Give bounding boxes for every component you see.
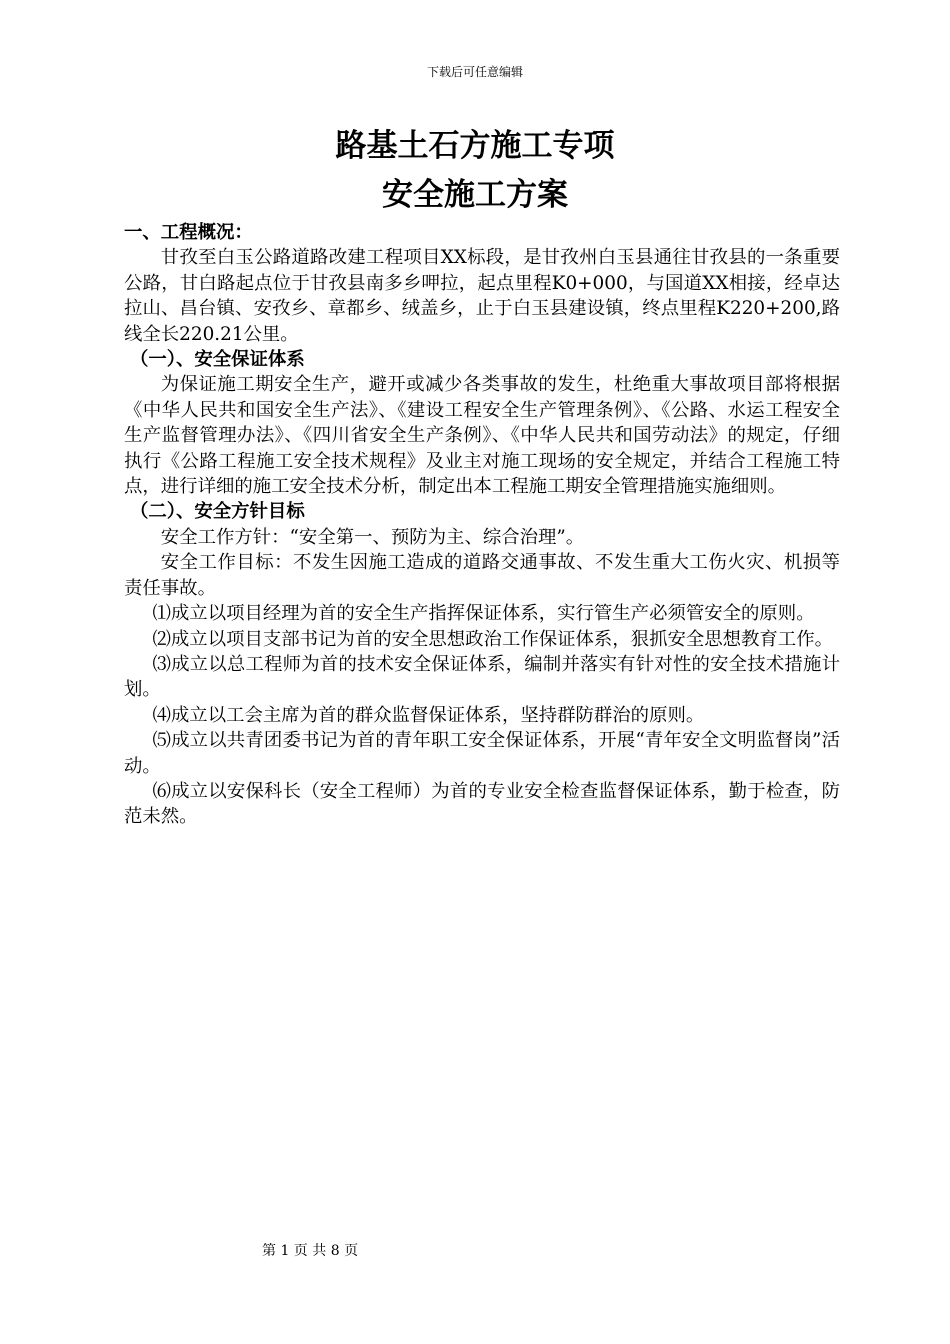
section-heading-guarantee: （一）、安全保证体系: [130, 349, 305, 371]
section-heading-overview: 一、工程概况：: [124, 222, 253, 243]
list-item: ⑷成立以工会主席为首的群众监督保证体系，坚持群防群治的原则。: [152, 704, 705, 726]
header-note: 下载后可任意编辑: [426, 65, 523, 79]
policy-paragraph: 安全工作方针：“安全第一、预防为主、综合治理”。: [160, 526, 585, 548]
guarantee-paragraph: 为保证施工期安全生产，避开或减少各类事故的发生，杜绝重大事故项目部将根据《中华人民共和国安全生产法》、《建设工程安全生产管理条例》、《公路、水运工程安全生产监督管理办法》、《四川省安全生产条例》、《中华人民共和国劳动法》的规定，仔细执行《公路工程施工安全技术规程》及业主对施工现场的安全规定，并结合工程施工特点，进行详细的施工安全技术分析，制定出本工程施工期安全管理措施实施细则。: [124, 374, 840, 498]
list-item: ⑶成立以总工程师为首的技术安全保证体系，编制并落实有针对性的安全技术措施计划。: [124, 653, 840, 701]
list-item: ⑸成立以共青团委书记为首的青年职工安全保证体系，开展“青年安全文明监督岗”活动。: [124, 730, 840, 777]
list-item: ⑴成立以项目经理为首的安全生产指挥保证体系，实行管生产必须管安全的原则。: [152, 603, 815, 625]
document-body: [124, 220, 840, 830]
goal-paragraph: 安全工作目标：不发生因施工造成的道路交通事故、不发生重大工伤火灾、机损等责任事故。: [124, 552, 840, 599]
document-title-line-1: 路基土石方施工专项: [335, 128, 615, 164]
overview-paragraph: 甘孜至白玉公路道路改建工程项目XX标段，是甘孜州白玉县通往甘孜县的一条重要公路，甘白路起点位于甘孜县南多乡呷拉，起点里程K0+000，与国道XX相接，经卓达拉山、昌台镇、安孜乡、章都乡、绒盖乡，止于白玉县建设镇，终点里程K220+200,路线全长220.21公里。: [124, 247, 840, 345]
document-title-line-2: 安全施工方案: [382, 177, 568, 213]
list-item: ⑹成立以安保科长（安全工程师）为首的专业安全检查监督保证体系，勤于检查，防范未然。: [124, 780, 840, 828]
page-footer: 第 1 页 共 8 页: [262, 1243, 359, 1259]
section-heading-policy: （二）、安全方针目标: [130, 501, 305, 523]
list-item: ⑵成立以项目支部书记为首的安全思想政治工作保证体系，狠抓安全思想教育工作。: [152, 628, 833, 650]
